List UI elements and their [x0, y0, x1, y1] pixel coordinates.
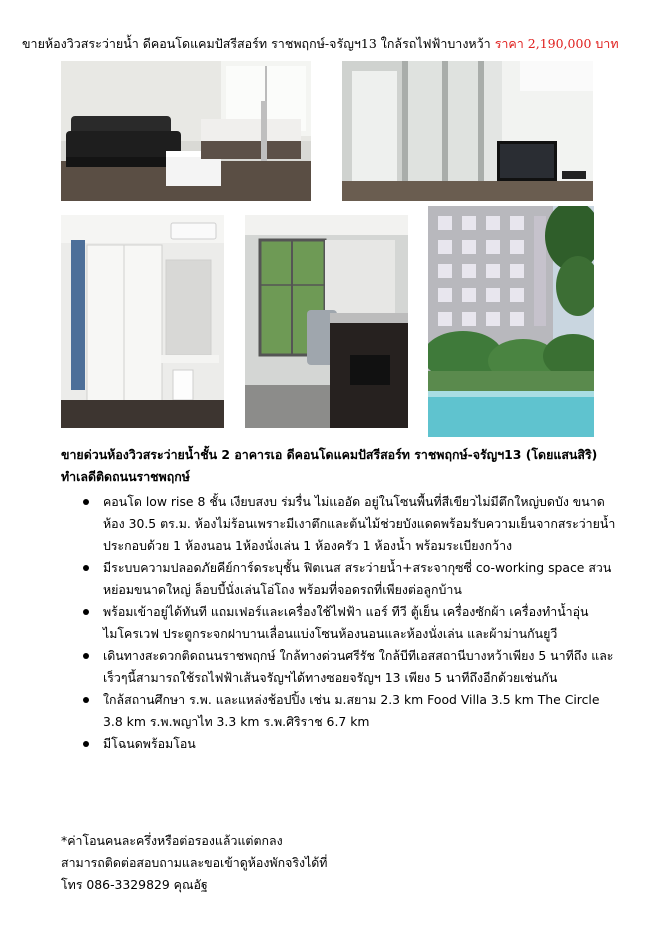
building-exterior-photo: [428, 206, 594, 437]
list-item: เดินทางสะดวกติดถนนราชพฤกษ์ ใกล้ทางด่วนศรีรัช ใกล้บีทีเอสสถานีบางหว้าเพียง 5 นาทีถึง และเร็วๆนี้สามารถใช้รถไฟฟ้าเส้นจรัญฯได้ทางซอยจรัญฯ 13 เพียง 5 นาทีถึงอีกด้วยเช่นกัน: [61, 645, 621, 689]
tv-room-photo: [342, 61, 593, 201]
wardrobe-photo: [61, 215, 224, 428]
living-room-photo: [61, 61, 311, 201]
contact-note: สามารถติดต่อสอบถามและขอเข้าดูห้องพักจริงได้ที่: [61, 855, 328, 870]
list-item: มีโฉนดพร้อมโอน: [61, 733, 621, 755]
feature-list: [61, 491, 621, 755]
listing-title: [22, 34, 652, 54]
phone-number: โทร 086-3329829 คุณอัฐ: [61, 877, 208, 892]
title-text: ขายห้องวิวสระว่ายน้ำ ดีคอนโดแคมปัสรีสอร์ท ราชพฤกษ์-จรัญฯ13 ใกล้รถไฟฟ้าบางหว้า: [22, 36, 491, 51]
contact-notes: [61, 830, 327, 896]
list-item: พร้อมเข้าอยู่ได้ทันที แถมเฟอร์และเครื่องใช้ไฟฟ้า แอร์ ทีวี ตู้เย็น เครื่องซักผ้า เครื่องทำน้ำอุ่น ไมโครเวฟ ประตูกระจกฝาบานเลื่อนแบ่งโซนห้องนอนและห้องนั่งเล่น และผ้าม่านกันยูวี: [61, 601, 621, 645]
price-text: ราคา 2,190,000 บาท: [494, 36, 619, 51]
intro-paragraph: ขายด่วนห้องวิวสระว่ายน้ำชั้น 2 อาคารเอ ดีคอนโดแคมปัสรีสอร์ท ราชพฤกษ์-จรัญฯ13 (โดยแสนสิริ) ทำเลดีติดถนนราชพฤกษ์: [61, 447, 598, 484]
list-item: ใกล้สถานศึกษา ร.พ. และแหล่งช้อปปิ้ง เช่น ม.สยาม 2.3 km Food Villa 3.5 km The Circle 3.8 km ร.พ.พญาไท 3.3 km ร.พ.ศิริราช 6.7 km: [61, 689, 621, 733]
transfer-fee-note: *ค่าโอนคนละครึ่งหรือต่อรองแล้วแต่ตกลง: [61, 833, 283, 848]
list-item: มีระบบความปลอดภัยคีย์การ์ดระบุชั้น ฟิตเนส สระว่ายน้ำ+สระจากุซซี่ co-working space สวนหย่อมขนาดใหญ่ ล็อบบี้นั่งเล่นโอ่โถง พร้อมที่จอดรถที่เพียงต่อลูกบ้าน: [61, 557, 621, 601]
kitchen-photo: [245, 215, 408, 428]
list-item: คอนโด low rise 8 ชั้น เงียบสงบ ร่มรื่น ไม่แออัด อยู่ในโซนพื้นที่สีเขียวไม่มีตึกใหญ่บดบัง ขนาดห้อง 30.5 ตร.ม. ห้องไม่ร้อนเพราะมีเงาตึกและต้นไม้ช่วยบังแดดพร้อมรับความเย็นจากสระว่ายน้ำ ประกอบด้วย 1 ห้องนอน 1ห้องนั่งเล่น 1 ห้องครัว 1 ห้องน้ำ พร้อมระเบียงกว้าง: [61, 491, 621, 557]
